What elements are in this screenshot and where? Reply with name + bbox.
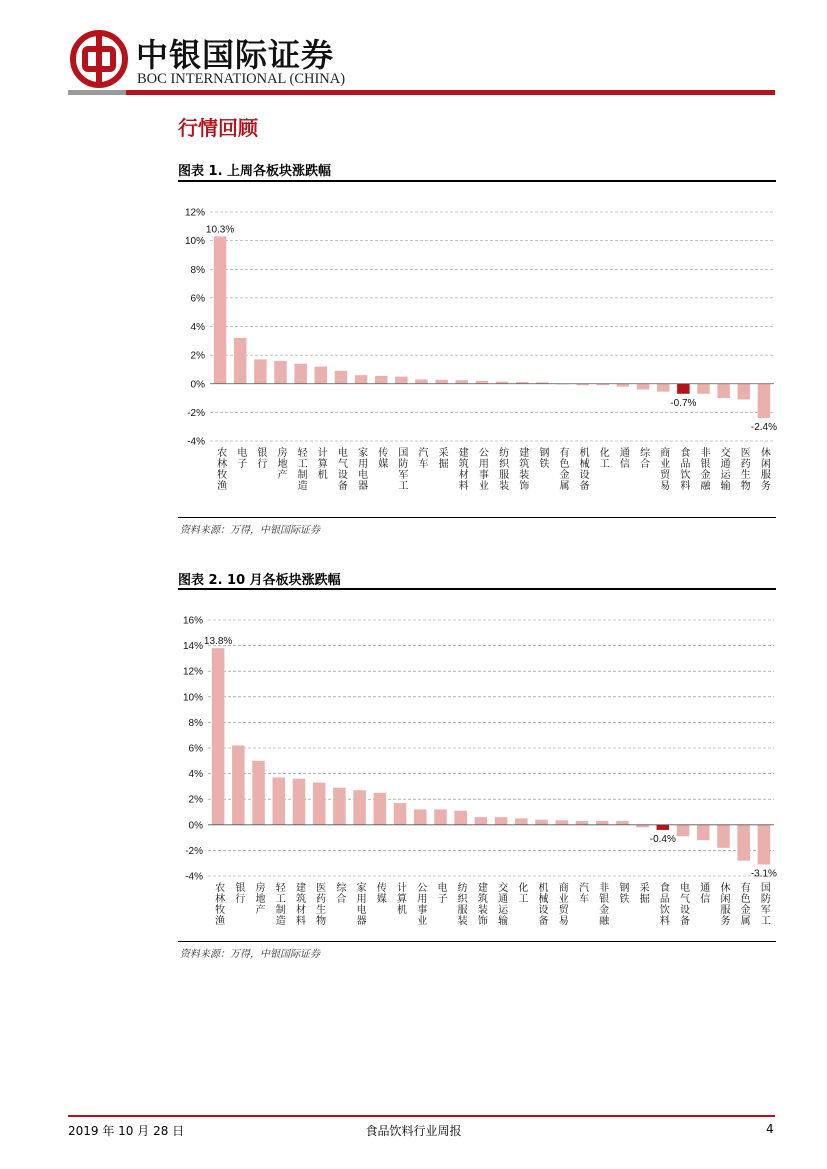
data-label: -3.1% (750, 868, 777, 880)
category-label: 机械设备 (536, 882, 548, 926)
category-label: 轻工制造 (273, 882, 285, 926)
figure-1-title: 图表 1. 上周各板块涨跌幅 (178, 164, 332, 179)
y-tick-label: 10% (184, 236, 205, 248)
bar (374, 793, 387, 825)
bar (717, 825, 730, 848)
header-divider (68, 90, 775, 95)
category-label: 传媒 (375, 447, 387, 469)
bar (414, 809, 427, 824)
category-label: 房地产 (253, 882, 265, 915)
bar (697, 825, 710, 840)
bar (576, 821, 589, 825)
y-tick-label: 2% (190, 350, 205, 362)
bar (515, 818, 528, 824)
chart-2 (178, 590, 776, 941)
bar (454, 811, 467, 825)
category-label: 建筑材料 (293, 882, 305, 926)
category-label: 商业贸易 (556, 882, 568, 926)
bar (315, 367, 327, 384)
category-label: 休闲服务 (758, 447, 770, 491)
figure-2-title: 图表 2. 10 月各板块涨跌幅 (178, 573, 341, 588)
y-tick-label: 14% (182, 641, 203, 653)
bar (476, 381, 488, 384)
figure-1-source: 资料来源：万得，中银国际证券 (180, 525, 320, 536)
y-tick-label: 0% (190, 379, 205, 391)
bar (758, 384, 770, 418)
bar (252, 761, 265, 825)
category-label: 电子 (234, 447, 246, 469)
bar (375, 376, 387, 384)
bar (234, 338, 246, 384)
category-label: 化工 (597, 447, 609, 469)
y-tick-label: 6% (190, 293, 205, 305)
data-label: -0.4% (649, 833, 676, 845)
category-label: 建筑装饰 (516, 447, 528, 491)
bar (274, 361, 286, 384)
category-label: 交通运输 (495, 882, 507, 926)
y-tick-label: 12% (182, 666, 203, 678)
category-label: 通信 (697, 882, 709, 904)
category-label: 家用电器 (354, 882, 366, 926)
footer-report-name: 食品饮料行业周报 (365, 1124, 462, 1138)
bar (717, 384, 729, 398)
section-title: 行情回顾 (178, 116, 258, 140)
category-label: 农林牧渔 (212, 882, 224, 926)
category-label: 电气设备 (677, 882, 689, 926)
category-label: 非银金融 (596, 882, 608, 926)
bar (333, 788, 346, 825)
category-label: 传媒 (374, 882, 386, 904)
category-label: 建筑装饰 (475, 882, 487, 926)
category-label: 化工 (515, 882, 527, 904)
y-tick-label: 2% (188, 794, 203, 806)
category-label: 轻工制造 (295, 447, 307, 491)
y-tick-label: -4% (185, 871, 203, 883)
y-tick-label: 16% (182, 615, 203, 627)
bar (637, 384, 649, 390)
category-label: 汽车 (416, 447, 427, 469)
bar (657, 825, 670, 830)
bar (214, 236, 226, 383)
bar (677, 825, 690, 837)
bar (313, 783, 326, 825)
y-tick-label: 6% (188, 743, 203, 755)
category-label: 纺织服装 (496, 447, 508, 491)
category-label: 医药生物 (313, 882, 325, 926)
bar (535, 820, 548, 825)
bar (335, 371, 347, 384)
y-tick-label: 4% (190, 322, 205, 333)
bar (657, 384, 669, 392)
category-label: 公用事业 (414, 882, 426, 926)
y-tick-label: 4% (188, 769, 203, 781)
category-label: 医药生物 (738, 447, 750, 491)
figure-2-bottom-rule (178, 941, 776, 942)
category-label: 钢铁 (616, 882, 628, 904)
bar (294, 364, 306, 384)
y-tick-label: 12% (184, 207, 205, 219)
bar (617, 384, 629, 387)
page-number: 4 (766, 1122, 774, 1136)
category-label: 银行 (254, 447, 266, 469)
y-tick-label: 8% (188, 717, 203, 729)
bar (435, 380, 447, 384)
bar (394, 803, 407, 825)
data-label: 10.3% (205, 224, 235, 236)
category-label: 电气设备 (335, 447, 347, 491)
category-label: 计算机 (315, 447, 327, 480)
category-label: 通信 (617, 447, 629, 469)
category-label: 家用电器 (355, 447, 367, 491)
category-label: 银行 (232, 882, 244, 904)
data-label: 13.8% (203, 636, 233, 648)
category-label: 机械设备 (577, 447, 589, 491)
category-label: 农林牧渔 (214, 447, 226, 491)
bar (737, 825, 750, 861)
bar (353, 790, 366, 825)
category-label: 食品饮料 (657, 882, 669, 926)
category-label: 房地产 (275, 447, 286, 480)
category-label: 公用事业 (476, 447, 488, 491)
bar (697, 384, 709, 394)
bar (355, 375, 367, 384)
bar (254, 359, 266, 383)
bar (758, 825, 771, 865)
category-label: 采掘 (436, 447, 448, 469)
y-tick-label: -4% (187, 436, 205, 448)
data-label: -2.4% (750, 422, 777, 434)
bar (272, 777, 285, 824)
bar (434, 809, 447, 824)
category-label: 电子 (434, 882, 446, 904)
category-label: 有色金属 (557, 447, 568, 491)
bar (596, 821, 609, 825)
category-label: 综合 (333, 882, 345, 904)
header-divider-accent (68, 90, 126, 95)
bar (395, 377, 407, 384)
y-tick-label: -2% (187, 407, 205, 419)
category-label: 商业贸易 (657, 447, 669, 491)
category-label: 非银金融 (698, 447, 709, 491)
bar (677, 384, 689, 394)
bar (212, 648, 225, 825)
category-label: 采掘 (637, 882, 649, 904)
category-label: 计算机 (394, 882, 406, 915)
category-label: 交通运输 (718, 447, 730, 491)
category-label: 综合 (637, 447, 649, 469)
category-label: 纺织服装 (455, 882, 467, 926)
category-label: 钢铁 (536, 447, 548, 469)
category-label: 有色金属 (738, 882, 750, 926)
bar (232, 745, 245, 824)
category-label: 国防军工 (758, 882, 770, 926)
bar (616, 821, 629, 825)
category-label: 休闲服务 (717, 882, 729, 926)
brand-name-cn: 中银国际证券 (136, 36, 335, 74)
figure-1-bottom-rule (178, 517, 776, 518)
bar (456, 380, 468, 384)
bar (495, 817, 508, 825)
figure-2-source: 资料来源：万得，中银国际证券 (180, 949, 320, 960)
bar (293, 779, 306, 825)
chart-1 (178, 182, 776, 517)
footer-date: 2019 年 10 月 28 日 (68, 1124, 185, 1138)
y-tick-label: 8% (190, 264, 205, 276)
brand-name-en: BOC INTERNATIONAL (CHINA) (137, 71, 346, 87)
y-tick-label: -2% (185, 845, 203, 857)
boc-logo (70, 30, 128, 88)
bar (415, 379, 427, 383)
bar (555, 820, 568, 824)
bar (475, 817, 488, 825)
category-label: 国防军工 (395, 447, 407, 491)
y-tick-label: 0% (188, 820, 203, 832)
category-label: 汽车 (576, 882, 588, 904)
category-label: 建筑材料 (456, 447, 468, 491)
footer-divider (68, 1115, 775, 1117)
data-label: -0.7% (670, 397, 697, 409)
y-tick-label: 10% (182, 692, 203, 704)
category-label: 食品饮料 (677, 447, 689, 491)
bar (738, 384, 750, 400)
